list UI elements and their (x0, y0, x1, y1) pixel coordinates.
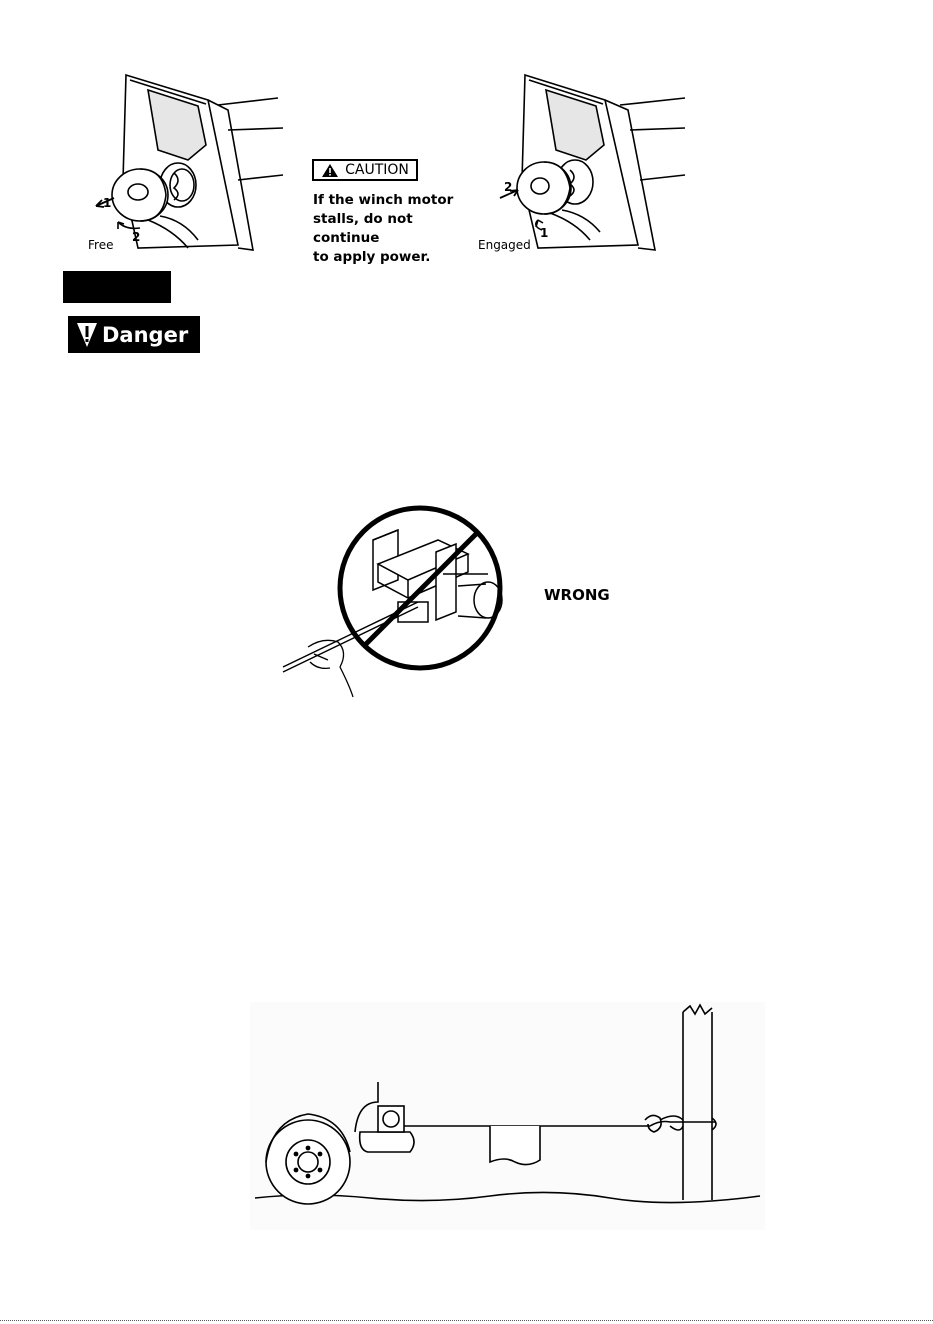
caution-line: to apply power. (313, 249, 431, 265)
clutch-engaged-illustration (480, 70, 690, 255)
danger-label: Danger (102, 322, 189, 347)
warning-triangle-icon (321, 163, 339, 178)
winch-anchor-illustration (250, 1002, 765, 1230)
caution-title: CAUTION (345, 162, 409, 178)
wrong-handling-illustration (278, 492, 543, 702)
page-bottom-rule (0, 1320, 933, 1321)
step-1-label-engaged: 1 (540, 226, 549, 240)
danger-exclamation-icon (76, 321, 98, 349)
wrong-label: WRONG (544, 586, 610, 604)
clutch-free-illustration (78, 70, 288, 255)
section-header-bar (63, 271, 171, 303)
caution-header (312, 159, 418, 181)
free-label: Free (88, 238, 114, 252)
step-2-label-engaged: 2 (504, 180, 513, 194)
step-2-label-free: 2 (132, 230, 141, 244)
danger-badge (68, 316, 200, 353)
caution-message (313, 191, 473, 267)
caution-line: stalls, do not continue (313, 211, 413, 246)
step-1-label-free: 1 (103, 196, 112, 210)
caution-line: If the winch motor (313, 192, 454, 208)
engaged-label: Engaged (478, 238, 531, 252)
